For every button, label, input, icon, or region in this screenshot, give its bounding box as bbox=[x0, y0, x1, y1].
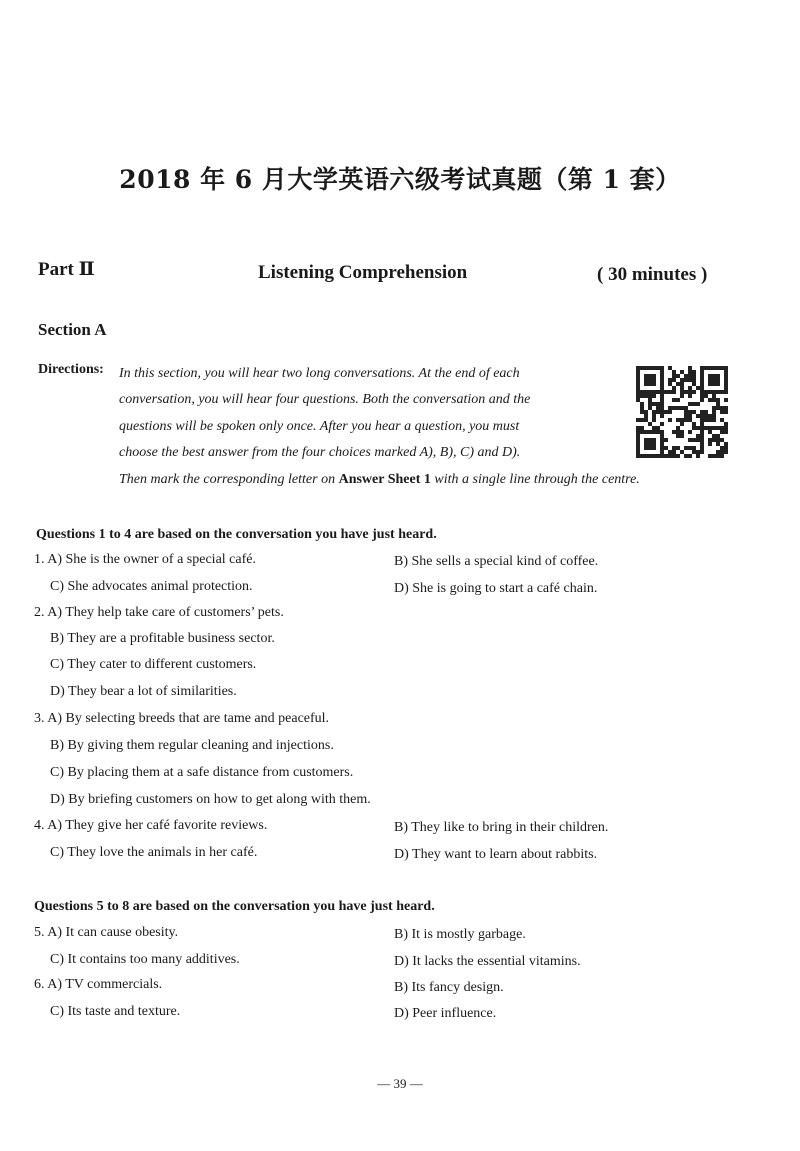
q4-option-a: 4. A) They give her café favorite reviews. bbox=[34, 818, 268, 833]
q3-option-d: D) By briefing customers on how to get along with them. bbox=[50, 792, 371, 807]
q1-option-c: C) She advocates animal protection. bbox=[50, 579, 253, 594]
directions-line: conversation, you will hear four questions. Both the conversation and the bbox=[119, 392, 531, 407]
q3-option-c: C) By placing them at a safe distance from customers. bbox=[50, 765, 354, 780]
q6-option-a: 6. A) TV commercials. bbox=[34, 977, 163, 992]
q2-option-a: 2. A) They help take care of customers’ pets. bbox=[34, 605, 284, 620]
q3-option-b: B) By giving them regular cleaning and injections. bbox=[50, 738, 334, 753]
q2-option-b: B) They are a profitable business sector. bbox=[50, 631, 275, 646]
part-name: Listening Comprehension bbox=[258, 262, 468, 283]
answer-sheet-ref: Answer Sheet 1 bbox=[338, 472, 431, 487]
q6-option-d: D) Peer influence. bbox=[394, 1006, 497, 1021]
directions-line: In this section, you will hear two long conversations. At the end of each bbox=[119, 366, 520, 381]
page-title: 2018 年 6 月大学英语六级考试真题（第 1 套） bbox=[119, 165, 681, 194]
directions-line-last bbox=[119, 472, 640, 488]
directions-line-start: Then mark the corresponding letter on bbox=[119, 472, 336, 487]
q2-option-c: C) They cater to different customers. bbox=[50, 657, 257, 672]
section-heading: Section A bbox=[38, 320, 107, 339]
q6-option-b: B) Its fancy design. bbox=[394, 980, 504, 995]
q5-option-d: D) It lacks the essential vitamins. bbox=[394, 954, 581, 969]
part-label: Part Ⅱ bbox=[38, 259, 95, 280]
directions-line-end: with a single line through the centre. bbox=[434, 472, 640, 487]
q4-option-b: B) They like to bring in their children. bbox=[394, 820, 609, 835]
q6-option-c: C) Its taste and texture. bbox=[50, 1004, 181, 1019]
part-time: ( 30 minutes ) bbox=[597, 264, 708, 285]
page-number: — 39 — bbox=[377, 1076, 423, 1091]
directions-line: choose the best answer from the four choices marked A), B), C) and D). bbox=[119, 445, 521, 460]
q4-option-c: C) They love the animals in her café. bbox=[50, 845, 258, 860]
q5-option-b: B) It is mostly garbage. bbox=[394, 927, 526, 942]
q4-option-d: D) They want to learn about rabbits. bbox=[394, 847, 598, 862]
q1-option-d: D) She is going to start a café chain. bbox=[394, 581, 598, 596]
question-group-heading: Questions 5 to 8 are based on the conversation you have just heard. bbox=[34, 899, 435, 914]
q5-option-a: 5. A) It can cause obesity. bbox=[34, 925, 179, 940]
directions-line: questions will be spoken only once. After you hear a question, you must bbox=[119, 419, 520, 434]
q3-option-a: 3. A) By selecting breeds that are tame and peaceful. bbox=[34, 711, 330, 726]
question-group-heading: Questions 1 to 4 are based on the conversation you have just heard. bbox=[36, 527, 437, 542]
q5-option-c: C) It contains too many additives. bbox=[50, 952, 240, 967]
qr-code-icon bbox=[636, 366, 728, 458]
q1-option-a: 1. A) She is the owner of a special café. bbox=[34, 552, 256, 567]
q1-option-b: B) She sells a special kind of coffee. bbox=[394, 554, 599, 569]
q2-option-d: D) They bear a lot of similarities. bbox=[50, 684, 237, 699]
directions-label: Directions: bbox=[38, 362, 104, 377]
